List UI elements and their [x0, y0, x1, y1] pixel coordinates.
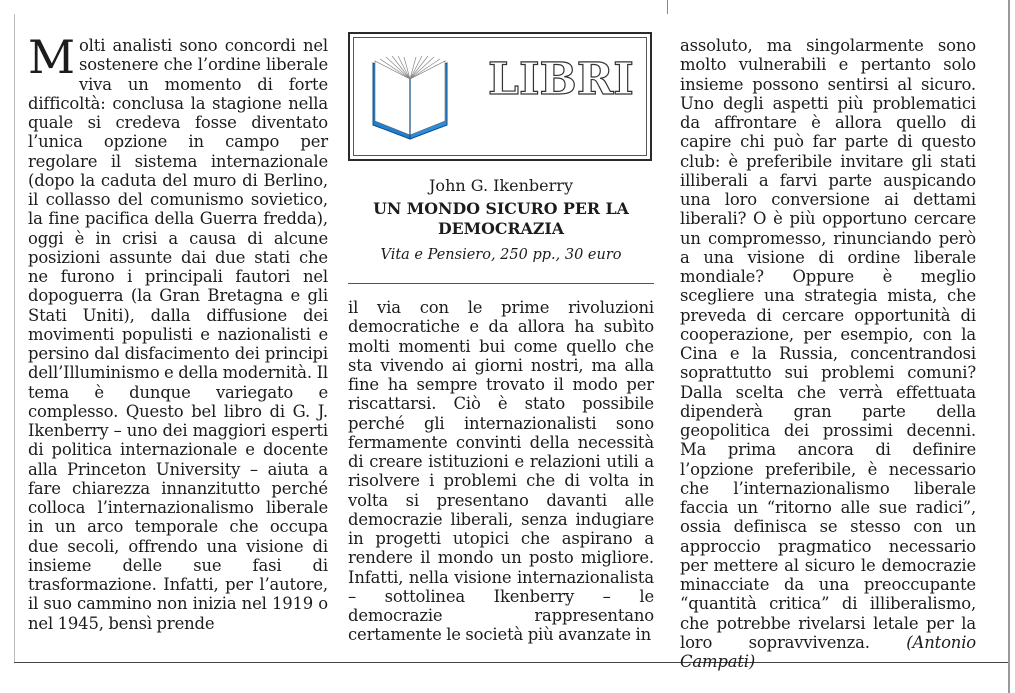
page-edge-left	[14, 14, 15, 662]
book-details	[348, 176, 654, 265]
open-book-icon	[366, 55, 454, 143]
drop-cap: M	[28, 30, 75, 84]
article-text-1: olti analisti sono concordi nel sostenere che l’ordine liberale viva un momento di forte difficoltà: conclusa la stagione nella quale si credeva fosse diventato l’unica opzione in campo per regolare il sistema internazionale (dopo la caduta del muro di Berlino, il collasso del comunismo sovietico, la fine pacifica della Guerra fredda), oggi è in crisi a causa di alcune posizioni assunte dai due stati che ne furono i principali fautori nel dopoguerra (la Gran Bretagna e gli Stati Uniti), dalla diffusione dei movimenti populisti e nazionalisti e persino dal disfacimento dei principi dell’Illuminismo e della modernità. Il tema è dunque variegato e complesso. Questo bel libro di G. J. Ikenberry – uno dei maggiori esperti di politica internazionale e docente alla Princeton University – aiuta a fare chiarezza innanzitutto perché colloca l’internazionalismo liberale in un arco temporale che occupa due secoli, offrendo una visione di insieme delle sue fasi di trasformazione. Infatti, per l’autore, il suo cammino non inizia nel 1919 o nel 1945, bensì prende	[28, 36, 328, 633]
libri-banner	[348, 32, 652, 161]
book-title: UN MONDO SICURO PER LA DEMOCRAZIA	[373, 199, 629, 238]
article-column-2	[348, 298, 654, 645]
book-details-rule	[348, 283, 654, 284]
article-column-1	[28, 30, 328, 633]
article-signature: (Antonio Campati)	[680, 632, 977, 671]
article-text-2: il via con le prime rivoluzioni democratiche e da allora ha subìto molti momenti bui come quello che sta vivendo ai giorni nostri, ma alla fine ha sempre trovato il modo per riscattarsi. Ciò è stato possibile perché gli internazionalisti sono fermamente convinti della necessità di creare istituzioni e relazioni utili a risolvere i problemi che di volta in volta si presentano davanti alle democrazie liberali, senza indugiare in progetti utopici che aspirano a rendere il mondo un posto migliore. Infatti, nella visione internazionalista – sottolinea Ikenberry – le democrazie rappresentano certamente le società più avanzate in	[348, 298, 654, 645]
book-publisher: Vita e Pensiero, 250 pp., 30 euro	[380, 247, 622, 263]
column-divider-top	[667, 0, 668, 14]
book-author: John G. Ikenberry	[429, 176, 573, 195]
page-edge-right	[1008, 0, 1010, 693]
libri-heading: LIBRI	[488, 54, 634, 105]
article-text-3: assoluto, ma singolarmente sono molto vulnerabili e pertanto solo insieme possono sentirsi al sicuro. Uno degli aspetti più problematici da affrontare è allora quello di capire chi può far parte di questo club: è preferibile invitare gli stati illiberali a farvi parte auspicando una loro conversione ai dettami liberali? O è più opportuno cercare un compromesso, rinunciando però a una visione di ordine liberale mondiale? Oppure è meglio scegliere una strategia mista, che preveda di cercare opportunità di cooperazione, per esempio, con la Cina e la Russia, concentrandosi soprattutto sui problemi comuni? Dalla scelta che verrà effettuata dipenderà gran parte della geopolitica dei prossimi decenni. Ma prima ancora di definire l’opzione preferibile, è necessario che l’internazionalismo liberale faccia un “ritorno alle sue radici”, ossia definisca se stesso con un approccio pragmatico necessario per mettere al sicuro le democrazie minacciate da una preoccupante “quantità critica” di illiberalismo, che potrebbe rivelarsi letale per la loro sopravvivenza.	[680, 36, 976, 652]
article-column-3	[680, 36, 976, 671]
